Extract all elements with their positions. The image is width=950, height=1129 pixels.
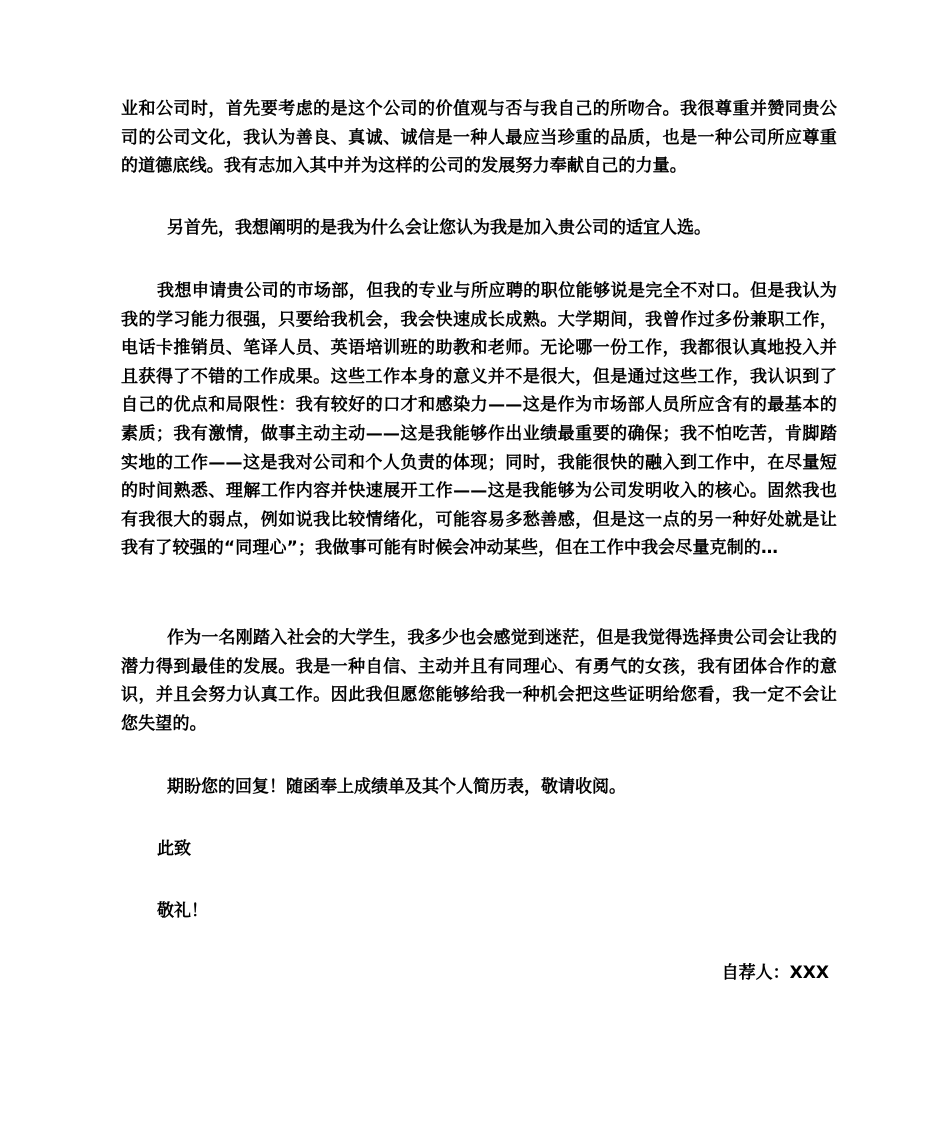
closing-salutation: 此致 <box>157 839 191 859</box>
paragraph-await-reply: 期盼您的回复！随函奉上成绩单及其个人简历表，敬请收阅。 <box>167 777 626 797</box>
paragraph-suitability-intro: 另首先，我想阐明的是我为什么会让您认为我是加入贵公司的适宜人选。 <box>167 218 711 238</box>
paragraph-company-values: 业和公司时，首先要考虑的是这个公司的价值观与否与我自己的所吻合。我很尊重并赞同贵公司的公司文化，我认为善良、真诚、诚信是一种人最应当珍重的品质，也是一种公司所应尊重的道德底线。我有志加入其中并为这样的公司的发展努力奉献自己的力量。 <box>121 99 837 177</box>
closing-regards: 敬礼！ <box>157 901 208 921</box>
signature: 自荐人：XXX <box>721 963 829 983</box>
paragraph-application-details: 我想申请贵公司的市场部，但我的专业与所应聘的职位能够说是完全不对口。但是我认为我的学习能力很强，只要给我机会，我会快速成长成熟。大学期间，我曾作过多份兼职工作，电话卡推销员、笔译人员、英语培训班的助教和老师。无论哪一份工作，我都很认真地投入并且获得了不错的工作成果。这些工作本身的意义并不是很大，但是通过这些工作，我认识到了自己的优点和局限性：我有较好的口才和感染力——这是作为市场部人员所应含有的最基本的素质；我有激情，做事主动主动——这是我能够作出业绩最重要的确保；我不怕吃苦，肯脚踏实地的工作——这是我对公司和个人负责的体现；同时，我能很快的融入到工作中，在尽量短的时间熟悉、理解工作内容并快速展开工作——这是我能够为公司发明收入的核心。固然我也有我很大的弱点，例如说我比较情绪化，可能容易多愁善感，但是这一点的另一种好处就是让我有了较强的“同理心”；我做事可能有时候会冲动某些，但在工作中我会尽量克制的… <box>121 281 837 559</box>
paragraph-closing-statement: 作为一名刚踏入社会的大学生，我多少也会感觉到迷茫，但是我觉得选择贵公司会让我的潜力得到最佳的发展。我是一种自信、主动并且有同理心、有勇气的女孩，我有团体合作的意识，并且会努力认真工作。因此我但愿您能够给我一种机会把这些证明给您看，我一定不会让您失望的。 <box>121 628 837 734</box>
